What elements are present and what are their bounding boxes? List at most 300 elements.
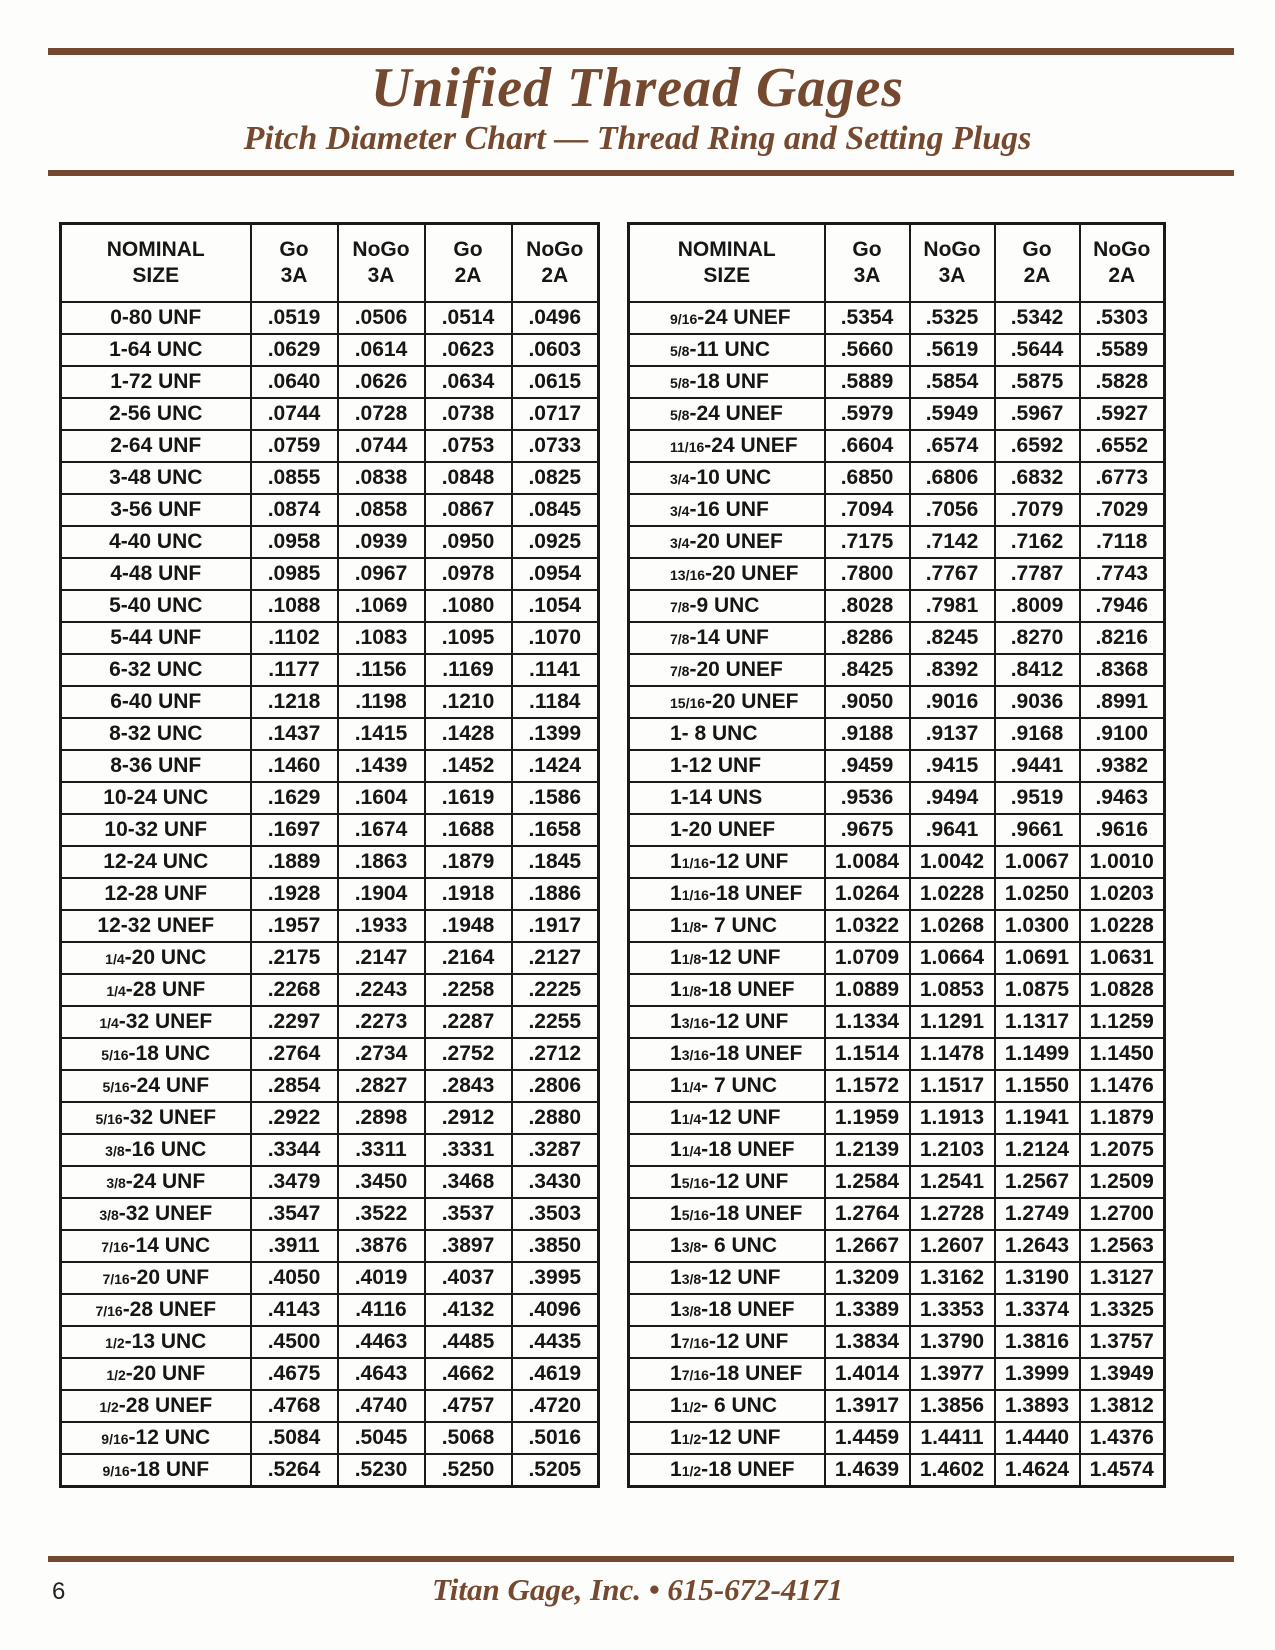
column-header-line2: SIZE	[132, 264, 180, 287]
table-row	[629, 302, 1165, 334]
size-text: -18 UNEF	[708, 882, 803, 905]
value-cell: .2854	[251, 1070, 338, 1102]
value-cell: .0825	[512, 462, 599, 494]
value-cell: .0614	[338, 334, 425, 366]
nominal-size-cell	[61, 1102, 251, 1134]
value-cell: .3911	[251, 1230, 338, 1262]
size-fraction: 3/8	[99, 1207, 119, 1223]
value-cell: .1415	[338, 718, 425, 750]
size-text: 1-20 UNEF	[670, 818, 776, 841]
value-cell: 1.3977	[910, 1358, 995, 1390]
value-cell: 1.2667	[825, 1230, 910, 1262]
table-row	[61, 1454, 599, 1487]
value-cell: .0519	[251, 302, 338, 334]
nominal-size-cell	[61, 590, 251, 622]
size-text: -20 UNEF	[689, 658, 783, 681]
size-text: -18 UNC	[128, 1042, 211, 1065]
value-cell: .7787	[995, 558, 1080, 590]
size-text: 1	[670, 1202, 682, 1225]
value-cell: .0506	[338, 302, 425, 334]
value-cell: 1.1334	[825, 1006, 910, 1038]
value-cell: 1.0709	[825, 942, 910, 974]
value-cell: .5016	[512, 1422, 599, 1454]
value-cell: 1.3325	[1080, 1294, 1165, 1326]
value-cell: .1928	[251, 878, 338, 910]
size-text: -24 UNEF	[704, 434, 798, 457]
value-cell: .1218	[251, 686, 338, 718]
value-cell: .4485	[425, 1326, 512, 1358]
value-cell: .0728	[338, 398, 425, 430]
size-fraction: 5/8	[670, 375, 690, 391]
table-row	[61, 1262, 599, 1294]
value-cell: .2297	[251, 1006, 338, 1038]
column-header-line2: 3A	[280, 264, 308, 287]
value-cell: .6552	[1080, 430, 1165, 462]
size-text: -16 UNF	[689, 498, 769, 521]
value-cell: .1658	[512, 814, 599, 846]
value-cell: .0848	[425, 462, 512, 494]
size-fraction: 5/16	[102, 1079, 130, 1095]
value-cell: .1845	[512, 846, 599, 878]
table-row	[629, 750, 1165, 782]
table-row	[61, 462, 599, 494]
value-cell: 1.4639	[825, 1454, 910, 1487]
value-cell: .1957	[251, 910, 338, 942]
value-cell: 1.0228	[910, 878, 995, 910]
size-fraction: 7/16	[101, 1239, 129, 1255]
value-cell: .4143	[251, 1294, 338, 1326]
nominal-size-cell	[61, 302, 251, 334]
size-fraction: 7/16	[681, 1335, 709, 1351]
nominal-size-cell	[629, 1230, 825, 1262]
table-row	[61, 1422, 599, 1454]
nominal-size-cell	[61, 622, 251, 654]
value-cell: .9675	[825, 814, 910, 846]
value-cell: .8286	[825, 622, 910, 654]
value-cell: 1.0067	[995, 846, 1080, 878]
value-cell: .5979	[825, 398, 910, 430]
value-cell: .5889	[825, 366, 910, 398]
nominal-size-cell	[61, 1390, 251, 1422]
value-cell: .5342	[995, 302, 1080, 334]
table-row	[629, 878, 1165, 910]
table-row	[61, 814, 599, 846]
size-fraction: 5/8	[670, 343, 690, 359]
table-row	[61, 398, 599, 430]
nominal-size-cell	[61, 1230, 251, 1262]
size-text: -12 UNC	[128, 1426, 211, 1449]
value-cell: 1.0889	[825, 974, 910, 1006]
value-cell: .0640	[251, 366, 338, 398]
value-cell: 1.1550	[995, 1070, 1080, 1102]
size-fraction: 1/4	[681, 1079, 702, 1095]
value-cell: .0603	[512, 334, 599, 366]
value-cell: 1.4014	[825, 1358, 910, 1390]
value-cell: .2243	[338, 974, 425, 1006]
value-cell: .4050	[251, 1262, 338, 1294]
value-cell: .1948	[425, 910, 512, 942]
size-text: -12 UNF	[708, 1330, 789, 1353]
table-row	[61, 366, 599, 398]
table-row	[629, 558, 1165, 590]
size-text: -11 UNC	[689, 338, 770, 361]
size-text: 2-56 UNC	[109, 402, 203, 425]
size-fraction: 1/8	[681, 951, 702, 967]
value-cell: .2127	[512, 942, 599, 974]
value-cell: 1.3812	[1080, 1390, 1165, 1422]
value-cell: .8028	[825, 590, 910, 622]
nominal-size-cell	[629, 654, 825, 686]
value-cell: .8425	[825, 654, 910, 686]
value-cell: 1.3949	[1080, 1358, 1165, 1390]
nominal-size-cell	[61, 782, 251, 814]
value-cell: .3479	[251, 1166, 338, 1198]
value-cell: 1.3790	[910, 1326, 995, 1358]
value-cell: .3450	[338, 1166, 425, 1198]
size-text: - 7 UNC	[701, 1074, 777, 1097]
nominal-size-cell	[629, 526, 825, 558]
table-row	[61, 1102, 599, 1134]
value-cell: 1.2643	[995, 1230, 1080, 1262]
value-cell: .0629	[251, 334, 338, 366]
size-text: 1	[670, 1074, 682, 1097]
table-row	[629, 686, 1165, 718]
size-text: -14 UNC	[128, 1234, 211, 1257]
column-header	[995, 224, 1080, 303]
column-header	[825, 224, 910, 303]
value-cell: .1904	[338, 878, 425, 910]
nominal-size-cell	[61, 1422, 251, 1454]
value-cell: .5949	[910, 398, 995, 430]
value-cell: 1.4376	[1080, 1422, 1165, 1454]
nominal-size-cell	[629, 398, 825, 430]
value-cell: .1619	[425, 782, 512, 814]
value-cell: .5205	[512, 1454, 599, 1487]
nominal-size-cell	[61, 910, 251, 942]
table-row	[61, 1294, 599, 1326]
value-cell: 1.0875	[995, 974, 1080, 1006]
table-row	[61, 1358, 599, 1390]
size-text: -18 UNEF	[701, 978, 795, 1001]
value-cell: .2225	[512, 974, 599, 1006]
value-cell: .7767	[910, 558, 995, 590]
column-header	[512, 224, 599, 303]
value-cell: .3547	[251, 1198, 338, 1230]
value-cell: 1.2728	[910, 1198, 995, 1230]
column-header-line1: NOMINAL	[106, 238, 205, 261]
value-cell: .0626	[338, 366, 425, 398]
value-cell: .5854	[910, 366, 995, 398]
size-text: -18 UNEF	[708, 1042, 803, 1065]
value-cell: .2752	[425, 1038, 512, 1070]
value-cell: .3430	[512, 1166, 599, 1198]
size-fraction: 7/8	[670, 631, 690, 647]
value-cell: .6592	[995, 430, 1080, 462]
value-cell: 1.2567	[995, 1166, 1080, 1198]
table-row	[629, 1070, 1165, 1102]
page-title: Unified Thread Gages	[370, 57, 905, 119]
value-cell: .4037	[425, 1262, 512, 1294]
nominal-size-cell	[61, 494, 251, 526]
value-cell: .5250	[425, 1454, 512, 1487]
value-cell: 1.4624	[995, 1454, 1080, 1487]
column-header-line1: Go	[852, 238, 882, 261]
size-text: -28 UNEF	[118, 1394, 213, 1417]
size-fraction: 7/8	[670, 599, 690, 615]
nominal-size-cell	[629, 430, 825, 462]
nominal-size-cell	[629, 1294, 825, 1326]
size-text: 12-24 UNC	[103, 850, 209, 873]
table-row	[61, 878, 599, 910]
value-cell: .7056	[910, 494, 995, 526]
column-header	[1080, 224, 1165, 303]
value-cell: 1.2584	[825, 1166, 910, 1198]
value-cell: .5264	[251, 1454, 338, 1487]
nominal-size-cell	[61, 558, 251, 590]
value-cell: .1210	[425, 686, 512, 718]
value-cell: 1.0264	[825, 878, 910, 910]
value-cell: .9536	[825, 782, 910, 814]
table-row	[629, 1422, 1165, 1454]
value-cell: .3503	[512, 1198, 599, 1230]
size-text: -32 UNEF	[122, 1106, 217, 1129]
table-row	[61, 1198, 599, 1230]
value-cell: .4463	[338, 1326, 425, 1358]
size-text: 3-48 UNC	[109, 466, 203, 489]
value-cell: .3344	[251, 1134, 338, 1166]
value-cell: 1.2139	[825, 1134, 910, 1166]
nominal-size-cell	[629, 1390, 825, 1422]
value-cell: .0967	[338, 558, 425, 590]
nominal-size-cell	[61, 1070, 251, 1102]
column-header	[425, 224, 512, 303]
size-text: 1	[670, 946, 682, 969]
value-cell: .2273	[338, 1006, 425, 1038]
value-cell: .3876	[338, 1230, 425, 1262]
value-cell: .1169	[425, 654, 512, 686]
value-cell: .0925	[512, 526, 599, 558]
value-cell: .9463	[1080, 782, 1165, 814]
value-cell: .1604	[338, 782, 425, 814]
value-cell: .3850	[512, 1230, 599, 1262]
table-row	[629, 654, 1165, 686]
value-cell: 1.3389	[825, 1294, 910, 1326]
table-row	[629, 814, 1165, 846]
size-text: - 6 UNC	[701, 1234, 777, 1257]
size-text: -24 UNEF	[697, 306, 791, 329]
size-fraction: 1/2	[105, 1335, 125, 1351]
value-cell: .4720	[512, 1390, 599, 1422]
size-fraction: 7/16	[95, 1303, 123, 1319]
value-cell: .0744	[338, 430, 425, 462]
table-row	[61, 718, 599, 750]
table-row	[61, 302, 599, 334]
value-cell: 1.4602	[910, 1454, 995, 1487]
size-text: 1	[670, 1362, 682, 1385]
value-cell: 1.2749	[995, 1198, 1080, 1230]
value-cell: .7800	[825, 558, 910, 590]
size-text: -12 UNF	[708, 850, 789, 873]
table-row	[629, 494, 1165, 526]
value-cell: 1.3162	[910, 1262, 995, 1294]
size-fraction: 3/8	[106, 1175, 126, 1191]
size-fraction: 1/2	[681, 1399, 702, 1415]
size-fraction: 7/16	[102, 1271, 130, 1287]
table-row	[629, 622, 1165, 654]
value-cell: .7079	[995, 494, 1080, 526]
value-cell: .0855	[251, 462, 338, 494]
value-cell: 1.0268	[910, 910, 995, 942]
value-cell: .5967	[995, 398, 1080, 430]
table-row	[61, 430, 599, 462]
size-text: -12 UNF	[701, 1106, 781, 1129]
value-cell: .5875	[995, 366, 1080, 398]
header-divider-rule	[48, 170, 1234, 176]
value-cell: .9441	[995, 750, 1080, 782]
size-text: 8-32 UNC	[109, 722, 203, 745]
size-text: 1-14 UNS	[670, 786, 763, 809]
size-text: - 6 UNC	[701, 1394, 777, 1417]
nominal-size-cell	[629, 1038, 825, 1070]
size-text: -10 UNC	[689, 466, 772, 489]
size-fraction: 9/16	[102, 1463, 130, 1479]
size-text: 1	[670, 882, 682, 905]
table-row	[629, 1262, 1165, 1294]
value-cell: .3995	[512, 1262, 599, 1294]
value-cell: 1.3374	[995, 1294, 1080, 1326]
nominal-size-cell	[61, 846, 251, 878]
nominal-size-cell	[629, 1454, 825, 1487]
size-text: 1-64 UNC	[109, 338, 203, 361]
size-text: 8-36 UNF	[110, 754, 202, 777]
size-text: 1	[670, 1138, 682, 1161]
table-row	[629, 334, 1165, 366]
value-cell: 1.1941	[995, 1102, 1080, 1134]
value-cell: .0733	[512, 430, 599, 462]
column-header-line2: 2A	[541, 264, 569, 287]
size-fraction: 5/16	[681, 1175, 709, 1191]
nominal-size-cell	[629, 1166, 825, 1198]
value-cell: .1674	[338, 814, 425, 846]
table-row	[61, 1166, 599, 1198]
value-cell: .1156	[338, 654, 425, 686]
size-text: 1	[670, 1266, 682, 1289]
value-cell: 1.3893	[995, 1390, 1080, 1422]
size-text: 5-40 UNC	[109, 594, 203, 617]
table-row	[61, 654, 599, 686]
value-cell: 1.3209	[825, 1262, 910, 1294]
value-cell: 1.3856	[910, 1390, 995, 1422]
table-row	[629, 1390, 1165, 1422]
value-cell: .5303	[1080, 302, 1165, 334]
column-header	[61, 224, 251, 303]
column-header-line1: NoGo	[526, 238, 584, 261]
value-cell: .1428	[425, 718, 512, 750]
value-cell: .4116	[338, 1294, 425, 1326]
table-row	[61, 334, 599, 366]
table-row	[61, 494, 599, 526]
value-cell: .2164	[425, 942, 512, 974]
value-cell: 1.0250	[995, 878, 1080, 910]
value-cell: .8216	[1080, 622, 1165, 654]
page-number: 6	[52, 1578, 66, 1605]
value-cell: .0738	[425, 398, 512, 430]
value-cell: 1.3917	[825, 1390, 910, 1422]
nominal-size-cell	[61, 1262, 251, 1294]
table-row	[629, 1102, 1165, 1134]
size-text: 5-44 UNF	[110, 626, 202, 649]
value-cell: .0950	[425, 526, 512, 558]
nominal-size-cell	[629, 1134, 825, 1166]
value-cell: .1863	[338, 846, 425, 878]
size-text: -18 UNEF	[701, 1458, 795, 1481]
size-fraction: 5/8	[670, 407, 690, 423]
table-row	[61, 622, 599, 654]
value-cell: .0717	[512, 398, 599, 430]
value-cell: .9494	[910, 782, 995, 814]
nominal-size-cell	[629, 1326, 825, 1358]
value-cell: .7946	[1080, 590, 1165, 622]
size-text: 6-32 UNC	[109, 658, 203, 681]
table-row	[629, 942, 1165, 974]
value-cell: .2712	[512, 1038, 599, 1070]
table-row	[629, 1326, 1165, 1358]
nominal-size-cell	[61, 526, 251, 558]
table-row	[629, 1454, 1165, 1487]
size-fraction: 1/16	[681, 855, 709, 871]
size-text: -18 UNEF	[708, 1202, 803, 1225]
value-cell: 1.2764	[825, 1198, 910, 1230]
size-text: -20 UNF	[125, 1362, 206, 1385]
value-cell: .9016	[910, 686, 995, 718]
table-row	[61, 590, 599, 622]
nominal-size-cell	[61, 1326, 251, 1358]
column-header	[338, 224, 425, 303]
table-row	[61, 1134, 599, 1166]
nominal-size-cell	[629, 974, 825, 1006]
page-subtitle: Pitch Diameter Chart — Thread Ring and Setting Plugs	[243, 120, 1032, 157]
size-text: 10-32 UNF	[104, 818, 208, 841]
value-cell: .4500	[251, 1326, 338, 1358]
value-cell: .9050	[825, 686, 910, 718]
value-cell: .1879	[425, 846, 512, 878]
value-cell: .8991	[1080, 686, 1165, 718]
value-cell: .0744	[251, 398, 338, 430]
nominal-size-cell	[61, 878, 251, 910]
top-rule	[48, 48, 1234, 55]
size-text: 1-72 UNF	[110, 370, 202, 393]
value-cell: .2258	[425, 974, 512, 1006]
value-cell: .4619	[512, 1358, 599, 1390]
table-row	[629, 1230, 1165, 1262]
size-fraction: 1/16	[681, 887, 709, 903]
nominal-size-cell	[629, 558, 825, 590]
nominal-size-cell	[629, 814, 825, 846]
value-cell: .1933	[338, 910, 425, 942]
value-cell: .1889	[251, 846, 338, 878]
table-row	[629, 1294, 1165, 1326]
value-cell: .0845	[512, 494, 599, 526]
value-cell: 1.4440	[995, 1422, 1080, 1454]
column-header-line2: SIZE	[703, 264, 751, 287]
value-cell: .9641	[910, 814, 995, 846]
size-text: -12 UNF	[708, 1170, 789, 1193]
column-header	[251, 224, 338, 303]
value-cell: .8368	[1080, 654, 1165, 686]
nominal-size-cell	[629, 366, 825, 398]
value-cell: 1.0042	[910, 846, 995, 878]
value-cell: .1918	[425, 878, 512, 910]
